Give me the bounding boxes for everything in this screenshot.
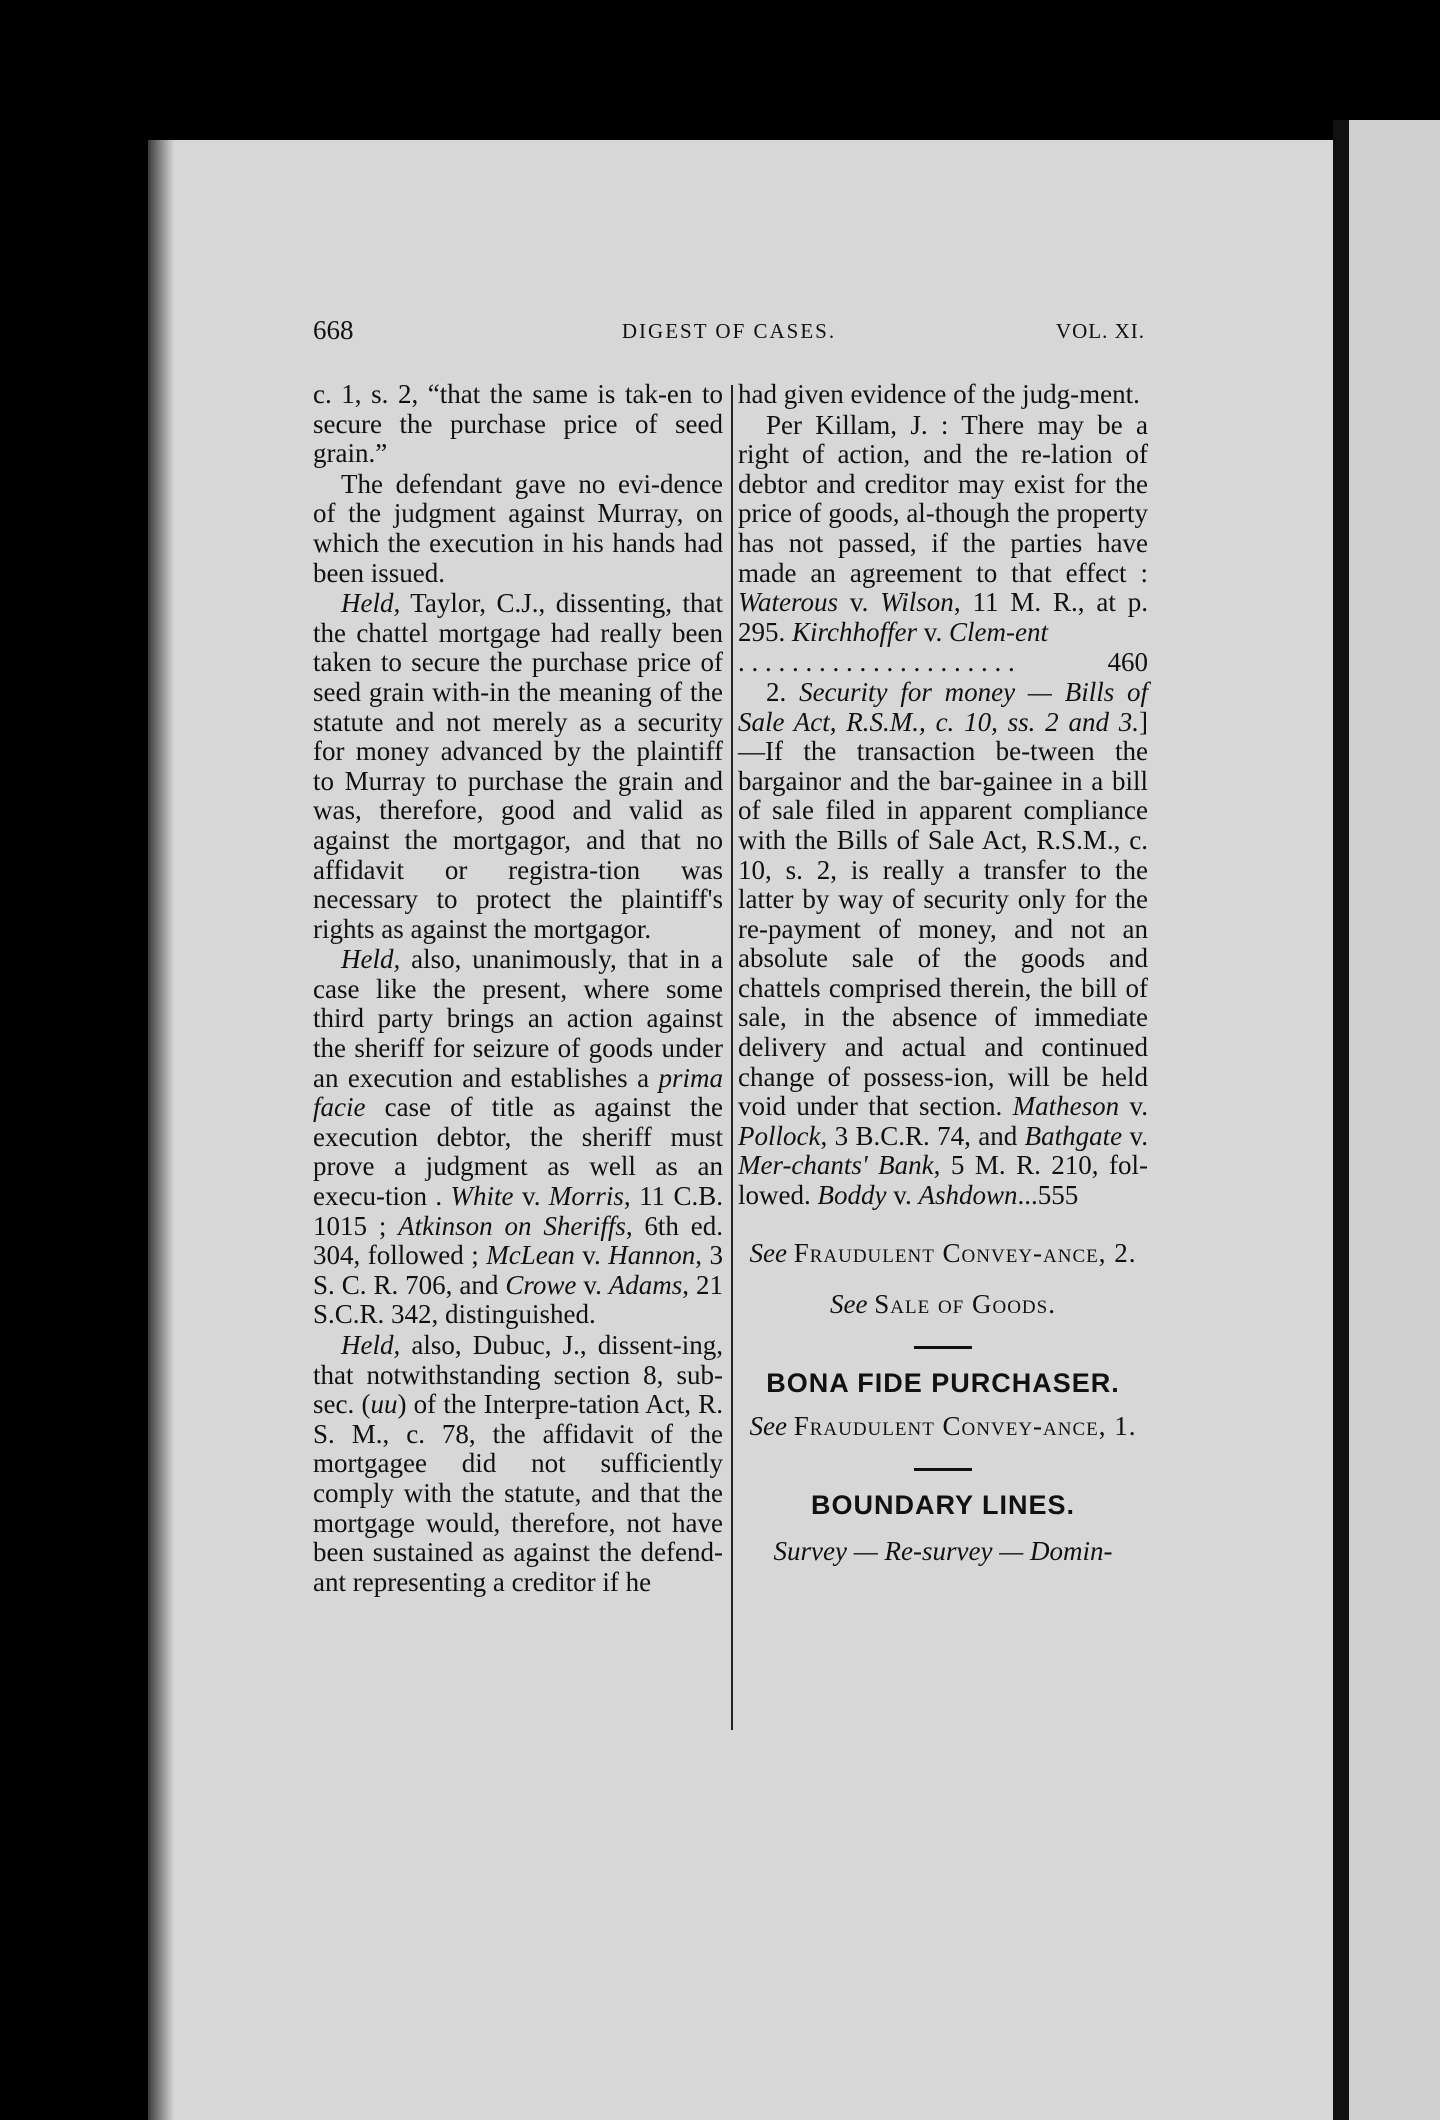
held-italic: Held, — [341, 588, 401, 619]
right-column — [738, 380, 1148, 1566]
paragraph: 2. Security for money — Bills of Sale Act, R.S.M., c. 10, ss. 2 and 3.]—If the transaction be-tween the bargainor and the bar-gainee in a bill of sale filed in apparent compliance with the Bills of Sale Act, R.S.M., c. 10, s. 2, is really a transfer to the latter by way of security only for the re-payment of money, and not an absolute sale of the goods and chattels comprised therein, the bill of sale, in the absence of immediate delivery and actual and continued change of possess-ion, will be held void under that section. Matheson v. Pollock, 3 B.C.R. 74, and Bathgate v. Mer-chants' Bank, 5 M. R. 210, fol-lowed. Boddy v. Ashdown...555 — [738, 676, 1149, 1211]
left-column — [313, 380, 723, 1598]
section-heading: BOUNDARY LINES. — [810, 1490, 1076, 1520]
cross-reference: See Fraudulent Convey-ance, 2. — [749, 1237, 1137, 1268]
page-reference: 460 — [1107, 647, 1148, 678]
paragraph: Held, also, Dubuc, J., dissent-ing, that notwithstanding section 8, sub-sec. (uu) of the Interpre-tation Act, R. S. M., c. 78, the affidavit of the mortgagee did not sufficiently comply with the statute, and that the mortgage would, therefore, not have been sustained as against the defend-ant representing a creditor if he — [313, 1330, 723, 1597]
section-heading: BONA FIDE PURCHASER. — [766, 1367, 1120, 1398]
column-divider — [731, 385, 733, 1730]
section-divider — [914, 1468, 972, 1471]
paragraph: Held, Taylor, C.J., dissenting, that the chattel mortgage had really been taken to secure the purchase price of seed grain with-in the meaning of the statute and not merely as a security for money advanced by the plaintiff to Murray to purchase the grain and was, therefore, good and valid as against the mortgagor, and that no affidavit or registra-tion was necessary to protect the plaintiff's rights as against the mortgagor. — [313, 588, 723, 944]
page-reference-line: . . . . . . . . . . . . . . . . . . . . . 460 — [738, 647, 1148, 678]
running-title: DIGEST OF CASES. — [621, 319, 837, 343]
page-number: 668 — [313, 315, 354, 345]
paragraph: c. 1, s. 2, “that the same is tak-en to secure the purchase price of seed grain.” — [313, 379, 723, 469]
paragraph: Held, also, unanimously, that in a case like the present, where some third party brings an action against the sheriff for seizure of goods under an execution and establishes a prima facie case of title as against the execution debtor, the sheriff must prove a judgment as well as an execu-tion . White v. Morris, 11 C.B. 1015 ; Atkinson on Sheriffs, 6th ed. 304, followed ; McLean v. Hannon, 3 S. C. R. 706, and Crowe v. Adams, 21 S.C.R. 342, distinguished. — [313, 944, 724, 1330]
facing-page — [1349, 120, 1440, 2120]
facing-page-edge — [1333, 120, 1349, 2120]
volume-label: VOL. XI. — [1055, 319, 1145, 343]
page-gutter-shadow — [148, 140, 174, 2120]
paragraph: Per Killam, J. : There may be a right of action, and the re-lation of debtor and creditor may exist for the price of goods, al-though the property has not passed, if the parties have made an agreement to that effect : Waterous v. Wilson, 11 M. R., at p. 295. Kirchhoffer v. Clem-ent — [738, 409, 1149, 647]
section-divider — [914, 1346, 972, 1349]
subsection-title: Security for money — Bills of Sale Act, R.S.M., c. 10, ss. 2 and 3. — [738, 676, 1149, 737]
cross-reference: See Fraudulent Convey-ance, 1. — [749, 1411, 1137, 1442]
held-italic: Held, — [341, 1330, 401, 1360]
paragraph: The defendant gave no evi-dence of the judgment against Murray, on which the execution in his hands had been issued. — [313, 468, 723, 588]
cross-reference: See Sale of Goods. — [830, 1289, 1056, 1320]
subsection-line: Survey — Re-survey — Domin- — [773, 1535, 1113, 1566]
page-header — [313, 315, 1145, 355]
paragraph: had given evidence of the judg-ment. — [738, 379, 1140, 409]
held-italic: Held, — [341, 944, 401, 975]
